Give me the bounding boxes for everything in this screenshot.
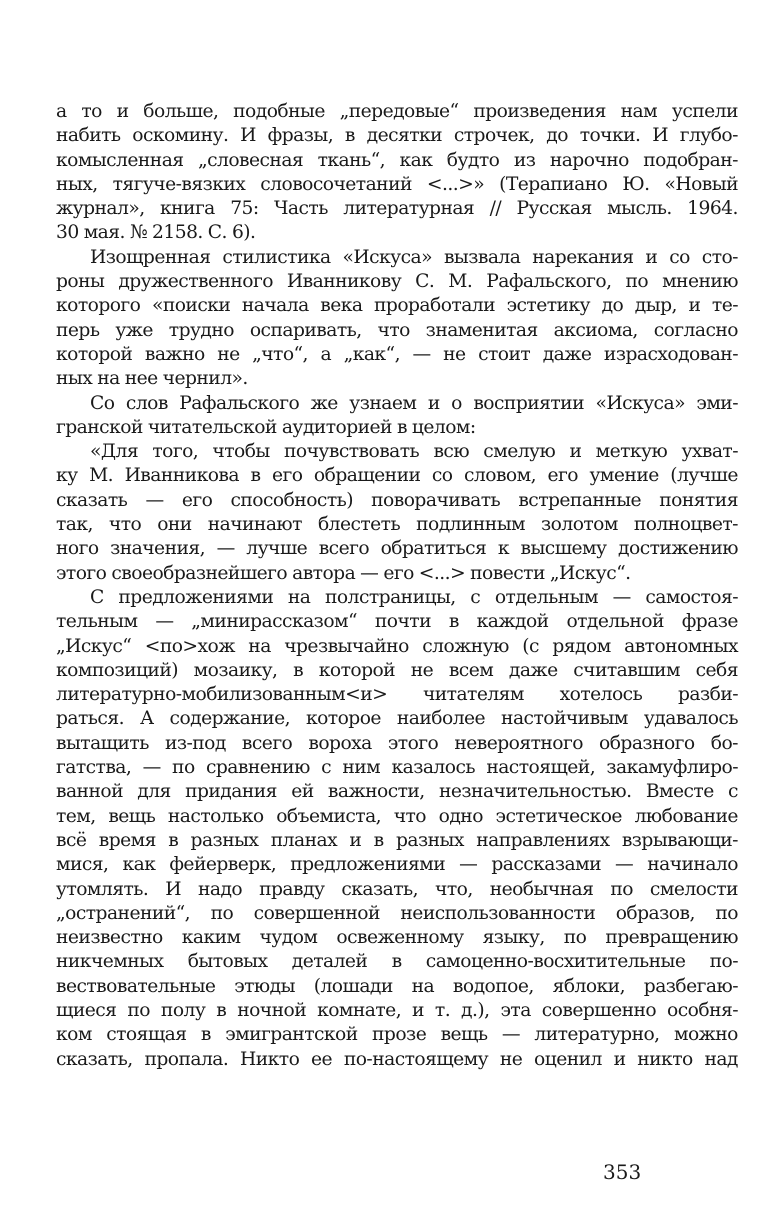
text-line: никчемных бытовых деталей в самоценно-восхитительные по- [56,951,738,973]
page-number: 353 [603,1160,642,1184]
text-line: утомлять. И надо правду сказать, что, необычная по смелости [56,878,738,900]
text-line: С предложениями на полстраницы, с отдельным — самостоя- [90,586,738,608]
text-line: тельным — „минирассказом“ почти в каждой отдельной фразе [56,611,738,633]
text-line: набить оскомину. И фразы, в десятки строчек, до точки. И глубо- [56,125,738,147]
text-line: гранской читательской аудиторией в целом: [56,416,476,438]
text-line: а то и больше, подобные „передовые“ произведения нам успели [56,101,738,122]
text-line: сказать, пропала. Никто ее по-настоящему не оценил и никто над [56,1048,738,1070]
text-line: раться. А содержание, которое наиболее настойчивым удавалось [56,708,738,730]
text-line: «Для того, чтобы почувствовать всю смелую и меткую ухват- [90,441,738,463]
text-line: ных на нее чернил». [56,368,248,390]
text-line: щиеся по полу в ночной комнате, и т. д.), эта совершенно особня- [56,999,738,1021]
text-line: ку М. Иванникова в его обращении со словом, его умение (лучше [56,465,738,487]
text-line: ком стоящая в эмигрантской прозе вещь — литературно, можно [56,1024,738,1046]
text-line: так, что они начинают блестеть подлинным золотом полноцвет- [56,514,738,536]
text-line: всё время в разных планах и в разных направлениях взрывающи- [56,829,738,851]
text-line: Изощренная стилистика «Искуса» вызвала нарекания и со сто- [90,246,738,268]
text-line: которого «поиски начала века проработали эстетику до дыр, и те- [56,295,738,317]
text-line: вествовательные этюды (лошади на водопое, яблоки, разбегаю- [56,975,738,997]
text-line: перь уже трудно оспаривать, что знаменитая аксиома, согласно [56,319,738,341]
text-line: Со слов Рафальского же узнаем и о восприятии «Искуса» эми- [90,392,738,414]
text-line: вытащить из-под всего вороха этого невероятного образного бо- [56,732,738,754]
text-line: сказать — его способность) поворачивать встрепанные понятия [56,489,738,511]
text-line: журнал», книга 75: Часть литературная // Русская мысль. 1964. [56,198,738,220]
text-line: роны дружественного Иванникову С. М. Рафальского, по мнению [56,271,738,293]
text-line: гатства, — по сравнению с ним казалось настоящей, закамуфлиро- [56,757,738,779]
page-body [56,100,738,1072]
text-line: комысленная „словесная ткань“, как будто из нарочно подобран- [56,149,738,171]
text-line: 30 мая. № 2158. С. 6). [56,222,256,244]
text-line: которой важно не „что“, а „как“, — не стоит даже израсходован- [56,343,738,365]
text-line: литературно-мобилизованным<и> читателям хотелось разби- [56,684,738,706]
text-line: композиций) мозаику, в которой не всем даже считавшим себя [56,659,738,681]
text-line: „Искус“ <по>хож на чрезвычайно сложную (с рядом автономных [56,635,738,657]
text-line: этого своеобразнейшего автора — его <...> повести „Искус“. [56,562,631,584]
text-line: тем, вещь настолько объемиста, что одно эстетическое любование [56,805,738,827]
text-line: ных, тягуче-вязких словосочетаний <...>» (Терапиано Ю. «Новый [56,173,738,195]
text-line: неизвестно каким чудом освеженному языку, по превращению [56,927,738,949]
text-line: „остранений“, по совершенной неиспользованности образов, по [56,902,738,924]
text-line: ного значения, — лучше всего обратиться к высшему достижению [56,538,738,560]
text-line: мися, как фейерверк, предложениями — рассказами — начинало [56,854,738,876]
text-line: ванной для придания ей важности, незначительностью. Вместе с [56,781,738,803]
